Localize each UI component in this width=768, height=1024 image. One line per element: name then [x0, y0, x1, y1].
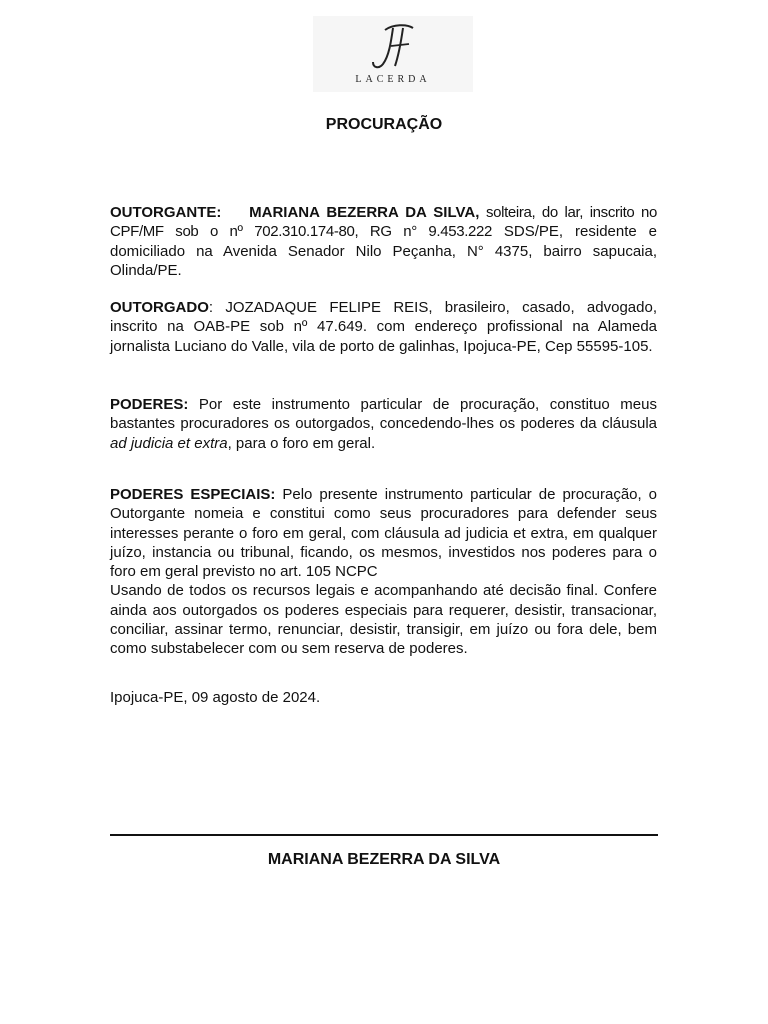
- outorgante-paragraph: [110, 203, 657, 280]
- poderes-especiais-text-a: Pelo presente instrumento particular de procuração, o Outorgante nomeia e constitui como seus procuradores para defender seus interesses perante o foro em geral, com cláusula ad judicia et extra, em qualquer juízo, instancia ou tribunal, ficando, os mesmos, investidos nos poderes para o foro em geral previsto no art. 105 NCPC: [110, 486, 657, 581]
- poderes-label: PODERES:: [110, 396, 189, 413]
- jf-monogram-icon: [363, 22, 423, 72]
- poderes-clause: ad judicia et extra: [110, 434, 228, 452]
- poderes-especiais-label: PODERES ESPECIAIS:: [110, 486, 276, 503]
- poderes-paragraph: [110, 395, 657, 453]
- outorgante-text-a: solteira, do lar, inscrito no CPF/MF sob o nº: [110, 204, 657, 241]
- outorgante-name: MARIANA BEZERRA DA SILVA,: [249, 204, 480, 221]
- outorgante-cpf-rg: 702.310.174-80, RG n° 9.453.222: [254, 223, 492, 241]
- poderes-especiais-paragraph: [110, 485, 657, 659]
- signature-line: [110, 834, 658, 836]
- letterhead-logo: [313, 16, 473, 92]
- poderes-especiais-text-b: Usando de todos os recursos legais e acompanhando até decisão final. Confere ainda aos outorgados os poderes especiais para requerer, desistir, transacionar, conciliar, assinar termo, renunciar, desistir, transigir, em juízo ou fora dele, bem como substabelecer com ou sem reserva de poderes.: [110, 582, 657, 658]
- place-date: Ipojuca-PE, 09 agosto de 2024.: [110, 689, 321, 706]
- logo-text: LACERDA: [355, 74, 431, 85]
- outorgado-text: : JOZADAQUE FELIPE REIS, brasileiro, casado, advogado, inscrito na OAB-PE sob nº 47.649. com endereço profissional na Alameda jornalista Luciano do Valle, vila de porto de galinhas, Ipojuca-PE, Cep 55595-105.: [110, 299, 657, 355]
- outorgado-paragraph: [110, 298, 657, 356]
- poderes-especiais-part-1: [110, 485, 657, 581]
- outorgante-label: OUTORGANTE:: [110, 204, 222, 221]
- poderes-text-b: , para o foro em geral.: [227, 434, 376, 452]
- signature-name: MARIANA BEZERRA DA SILVA: [267, 851, 501, 868]
- poderes-text-a: Por este instrumento particular de procuração, constituo meus bastantes procuradores os outorgados, concedendo-lhes os poderes da cláusula: [110, 396, 657, 433]
- outorgante-text-c: SDS/PE, residente e domiciliado na Avenida Senador Nilo Peçanha, N° 4375, bairro sapucaia, Olinda/PE.: [110, 223, 657, 279]
- outorgado-label: OUTORGADO: [110, 299, 209, 316]
- document-title: PROCURAÇÃO: [325, 116, 443, 133]
